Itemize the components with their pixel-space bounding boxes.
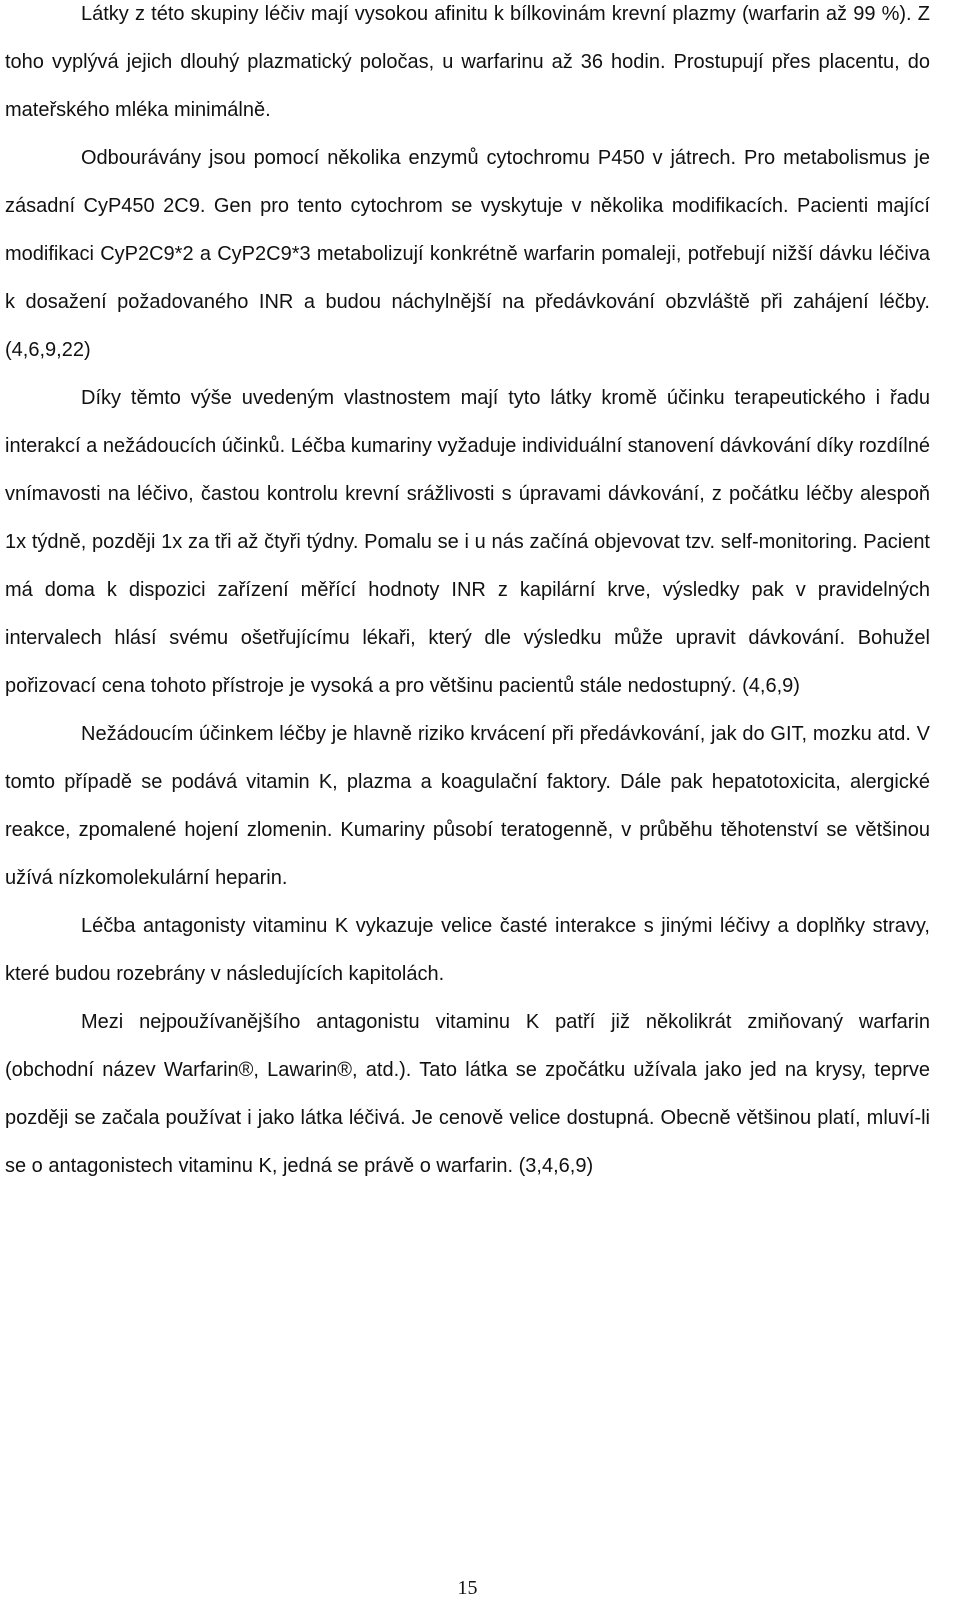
- paragraph-metabolism: Odbourávány jsou pomocí několika enzymů cytochromu P450 v játrech. Pro metabolismus je zásadní CyP450 2C9. Gen pro tento cytochrom se vyskytuje v několika modifikacích. Pacienti mající modifikaci CyP2C9*2 a CyP2C9*3 metabolizují konkrétně warfarin pomaleji, potřebují nižší dávku léčiva k dosažení požadovaného INR a budou náchylnější na předávkování obzvláště při zahájení léčby. (4,6,9,22): [5, 147, 930, 361]
- paragraph-binding-affinity: Látky z této skupiny léčiv mají vysokou afinitu k bílkovinám krevní plazmy (warfarin až 99 %). Z toho vyplývá jejich dlouhý plazmatický poločas, u warfarinu až 36 hodin. Prostupují přes placentu, do mateřského mléka minimálně.: [5, 3, 930, 121]
- paragraph-interactions: Léčba antagonisty vitaminu K vykazuje velice časté interakce s jinými léčivy a doplňky stravy, které budou rozebrány v následujících kapitolách.: [5, 915, 930, 985]
- page-number: 15: [457, 1577, 478, 1599]
- body-text: [5, 0, 930, 1190]
- paragraph-warfarin: Mezi nejpoužívanějšího antagonistu vitaminu K patří již několikrát zmiňovaný warfarin (obchodní název Warfarin®, Lawarin®, atd.). Tato látka se zpočátku užívala jako jed na krysy, teprve později se začala používat i jako látka léčivá. Je cenově velice dostupná. Obecně většinou platí, mluví-li se o antagonistech vitaminu K, jedná se právě o warfarin. (3,4,6,9): [5, 1011, 930, 1177]
- paragraph-adverse-effects: Nežádoucím účinkem léčby je hlavně riziko krvácení při předávkování, jak do GIT, mozku atd. V tomto případě se podává vitamin K, plazma a koagulační faktory. Dále pak hepatotoxicita, alergické reakce, zpomalené hojení zlomenin. Kumariny působí teratogenně, v průběhu těhotenství se většinou užívá nízkomolekulární heparin.: [5, 723, 930, 889]
- paragraph-monitoring: Díky těmto výše uvedeným vlastnostem mají tyto látky kromě účinku terapeutického i řadu interakcí a nežádoucích účinků. Léčba kumariny vyžaduje individuální stanovení dávkování díky rozdílné vnímavosti na léčivo, častou kontrolu krevní srážlivosti s úpravami dávkování, z počátku léčby alespoň 1x týdně, později 1x za tři až čtyři týdny. Pomalu se i u nás začíná objevovat tzv. self-monitoring. Pacient má doma k dispozici zařízení měřící hodnoty INR z kapilární krve, výsledky pak v pravidelných intervalech hlásí svému ošetřujícímu lékaři, který dle výsledku může upravit dávkování. Bohužel pořizovací cena tohoto přístroje je vysoká a pro většinu pacientů stále nedostupný. (4,6,9): [5, 387, 930, 697]
